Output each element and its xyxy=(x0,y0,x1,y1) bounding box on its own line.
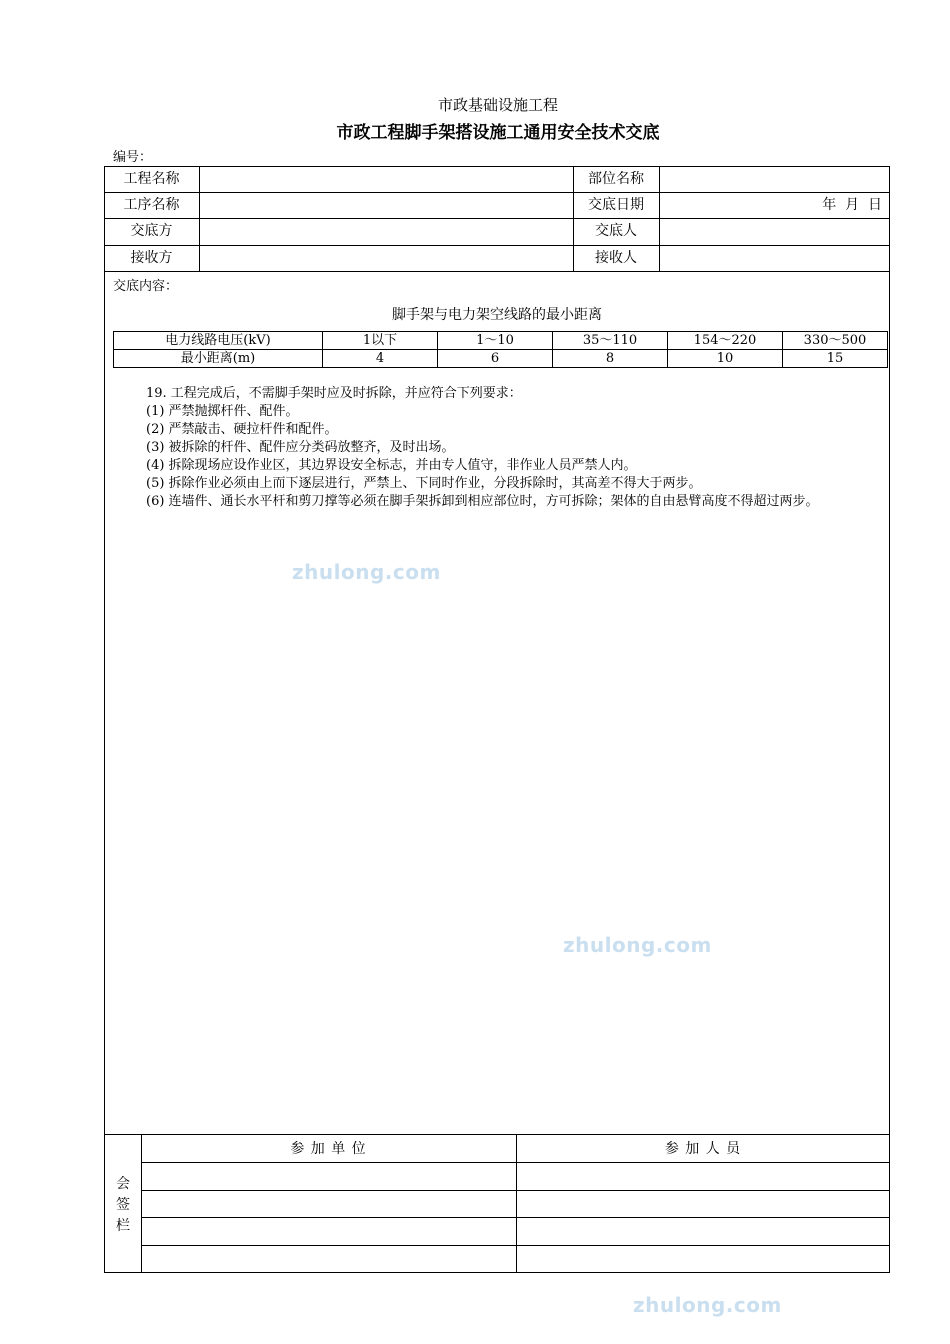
document-subtitle: 市政基础设施工程 xyxy=(437,96,558,114)
watermark: zhulong.com xyxy=(633,1293,782,1317)
distance-header: 最小距离(m) xyxy=(114,350,323,368)
content-paragraph: (1) 严禁抛掷杆件、配件。 xyxy=(146,404,299,419)
distance-table-title: 脚手架与电力架空线路的最小距离 xyxy=(392,307,602,323)
serial-number-label: 编号： xyxy=(113,150,153,165)
voltage-cell: 35～110 xyxy=(553,332,668,350)
voltage-row xyxy=(114,332,888,350)
discloser-person-label: 交底人 xyxy=(595,223,637,239)
distance-cell: 4 xyxy=(323,350,438,368)
content-label: 交底内容： xyxy=(113,279,179,294)
disclosure-date-field[interactable]: 年 月 日 xyxy=(822,197,882,213)
signoff-label xyxy=(106,1174,140,1237)
receiver-person-label: 接收人 xyxy=(595,250,637,266)
process-name-label: 工序名称 xyxy=(123,197,180,213)
project-name-label: 工程名称 xyxy=(123,171,180,187)
watermark: zhulong.com xyxy=(563,933,712,957)
signoff-label-text: 会签栏 xyxy=(116,1176,130,1234)
content-paragraph: (3) 被拆除的杆件、配件应分类码放整齐，及时出场。 xyxy=(146,440,455,455)
document-title: 市政工程脚手架搭设施工通用安全技术交底 xyxy=(336,123,660,143)
disclosure-content xyxy=(114,385,884,511)
signoff-row-divider xyxy=(141,1217,890,1218)
voltage-cell: 1～10 xyxy=(438,332,553,350)
content-paragraph: (6) 连墙件、通长水平杆和剪刀撑等必须在脚手架拆卸到相应部位时，方可拆除；架体的自由悬臂高度不得超过两步。 xyxy=(146,494,819,509)
voltage-cell: 330～500 xyxy=(783,332,888,350)
content-paragraph: 19. 工程完成后，不需脚手架时应及时拆除，并应符合下列要求： xyxy=(146,386,522,401)
content-paragraph: (5) 拆除作业必须由上而下逐层进行，严禁上、下同时作业，分段拆除时，其高差不得大于两步。 xyxy=(146,476,702,491)
participating-unit-header: 参 加 单 位 xyxy=(290,1141,367,1157)
signoff-top-border xyxy=(104,1134,890,1135)
info-column-divider xyxy=(659,166,660,271)
voltage-cell: 1以下 xyxy=(323,332,438,350)
distance-cell: 6 xyxy=(438,350,553,368)
voltage-header: 电力线路电压(kV) xyxy=(114,332,323,350)
distance-cell: 15 xyxy=(783,350,888,368)
signoff-row-divider xyxy=(141,1245,890,1246)
info-divider xyxy=(104,245,890,246)
signoff-row-divider xyxy=(141,1190,890,1191)
distance-row xyxy=(114,350,888,368)
voltage-cell: 154～220 xyxy=(668,332,783,350)
distance-cell: 10 xyxy=(668,350,783,368)
distance-table xyxy=(113,331,888,368)
content-paragraph: (2) 严禁敲击、硬拉杆件和配件。 xyxy=(146,422,338,437)
disclosure-date-label: 交底日期 xyxy=(588,197,644,213)
participating-people-header: 参 加 人 员 xyxy=(664,1141,742,1157)
content-paragraph: (4) 拆除现场应设作业区，其边界设安全标志，并由专人值守，非作业人员严禁人内。 xyxy=(146,458,637,473)
info-divider xyxy=(104,218,890,219)
watermark: zhulong.com xyxy=(292,560,441,584)
info-column-divider xyxy=(199,166,200,271)
receiver-label: 接收方 xyxy=(130,250,173,266)
signoff-row-divider xyxy=(141,1162,890,1163)
discloser-label: 交底方 xyxy=(130,223,173,239)
info-divider xyxy=(104,271,890,272)
section-name-label: 部位名称 xyxy=(588,171,644,187)
distance-cell: 8 xyxy=(553,350,668,368)
